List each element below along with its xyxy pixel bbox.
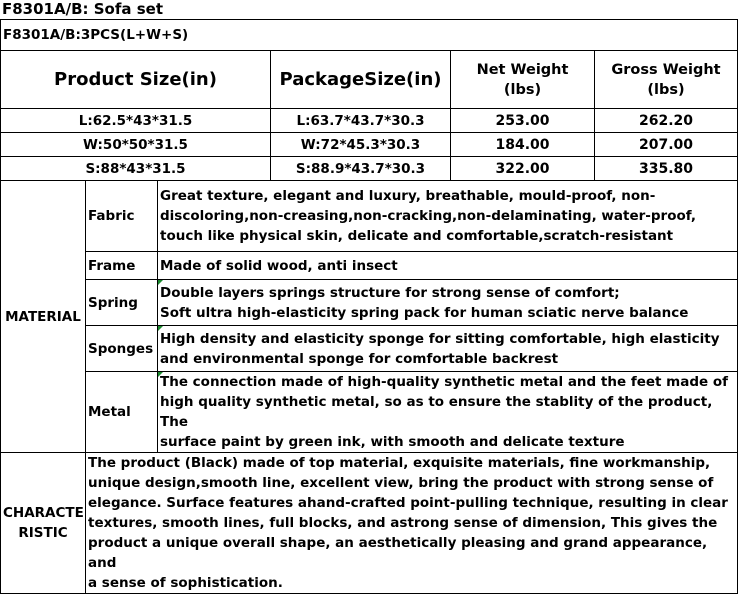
material-label: MATERIAL [1, 181, 86, 453]
net-weight-unit: (lbs) [503, 81, 542, 98]
sponges-label: Sponges [86, 326, 158, 372]
characteristic-line: product a unique overall shape, an aesthetically pleasing and grand appearance, and [88, 535, 708, 571]
frame-line: Made of solid wood, anti insect [160, 257, 398, 274]
size-row-l [1, 109, 738, 133]
characteristic-label-line: RISTIC [18, 525, 68, 541]
characteristic-line: elegance. Surface features ahand-crafted point-pulling technique, resulting in clear [88, 495, 728, 511]
net-weight-cell: 184.00 [451, 133, 595, 157]
fabric-label: Fabric [86, 181, 158, 252]
spec-table [0, 19, 738, 594]
metal-line: The connection made of high-quality synthetic metal and the feet made of [160, 374, 729, 390]
gross-weight-label: Gross Weight [611, 61, 721, 78]
gross-weight-header [595, 51, 738, 109]
product-size-cell: L:62.5*43*31.5 [1, 109, 271, 133]
metal-label: Metal [86, 372, 158, 453]
fabric-line: discoloring,non-creasing,non-cracking,non-delaminating, water-proof, [160, 208, 697, 224]
product-size-cell: S:88*43*31.5 [1, 157, 271, 181]
gross-weight-cell: 335.80 [595, 157, 738, 181]
net-weight-header [451, 51, 595, 109]
package-size-header: PackageSize(in) [271, 51, 451, 109]
model-line: F8301A/B:3PCS(L+W+S) [1, 20, 738, 51]
cell-marker-icon [158, 280, 163, 285]
product-size-header: Product Size(in) [1, 51, 271, 109]
cell-marker-icon [158, 372, 163, 377]
package-size-cell: L:63.7*43.7*30.3 [271, 109, 451, 133]
sheet-title: F8301A/B: Sofa set [2, 0, 163, 18]
characteristic-description [86, 453, 738, 594]
package-size-cell: W:72*45.3*30.3 [271, 133, 451, 157]
spring-line: Double layers springs structure for strong sense of comfort; [160, 284, 620, 301]
sponges-description [158, 326, 738, 372]
net-weight-cell: 253.00 [451, 109, 595, 133]
metal-description [158, 372, 738, 453]
frame-label: Frame [86, 252, 158, 280]
sponges-line: High density and elasticity sponge for sitting comfortable, high elasticity [160, 330, 720, 347]
gross-weight-unit: (lbs) [647, 81, 685, 98]
fabric-line: Great texture, elegant and luxury, breathable, mould-proof, non- [160, 188, 656, 204]
size-row-w [1, 133, 738, 157]
characteristic-line: The product (Black) made of top material, exquisite materials, fine workmanship, [88, 455, 711, 471]
spring-line: Soft ultra high-elasticity spring pack for human sciatic nerve balance [160, 304, 689, 321]
size-row-s [1, 157, 738, 181]
package-size-cell: S:88.9*43.7*30.3 [271, 157, 451, 181]
spring-label: Spring [86, 280, 158, 326]
spring-description [158, 280, 738, 326]
net-weight-label: Net Weight [476, 61, 569, 78]
product-size-cell: W:50*50*31.5 [1, 133, 271, 157]
gross-weight-cell: 262.20 [595, 109, 738, 133]
sponges-line: and environmental sponge for comfortable backrest [160, 350, 559, 367]
characteristic-line: textures, smooth lines, full blocks, and astrong sense of dimension, This gives the [88, 515, 718, 531]
characteristic-label [1, 453, 86, 594]
net-weight-cell: 322.00 [451, 157, 595, 181]
metal-line: high quality synthetic metal, so as to ensure the stablity of the product, The [160, 394, 713, 430]
cell-marker-icon [158, 326, 163, 331]
characteristic-line: unique design,smooth line, excellent view, bring the product with strong sense of [88, 475, 714, 491]
metal-line: surface paint by green ink, with smooth and delicate texture [160, 434, 625, 450]
fabric-line: touch like physical skin, delicate and comfortable,scratch-resistant [160, 228, 674, 244]
gross-weight-cell: 207.00 [595, 133, 738, 157]
fabric-description [158, 181, 738, 252]
frame-description [158, 252, 738, 280]
characteristic-line: a sense of sophistication. [88, 575, 283, 591]
characteristic-label-line: CHARACTE [3, 505, 84, 521]
